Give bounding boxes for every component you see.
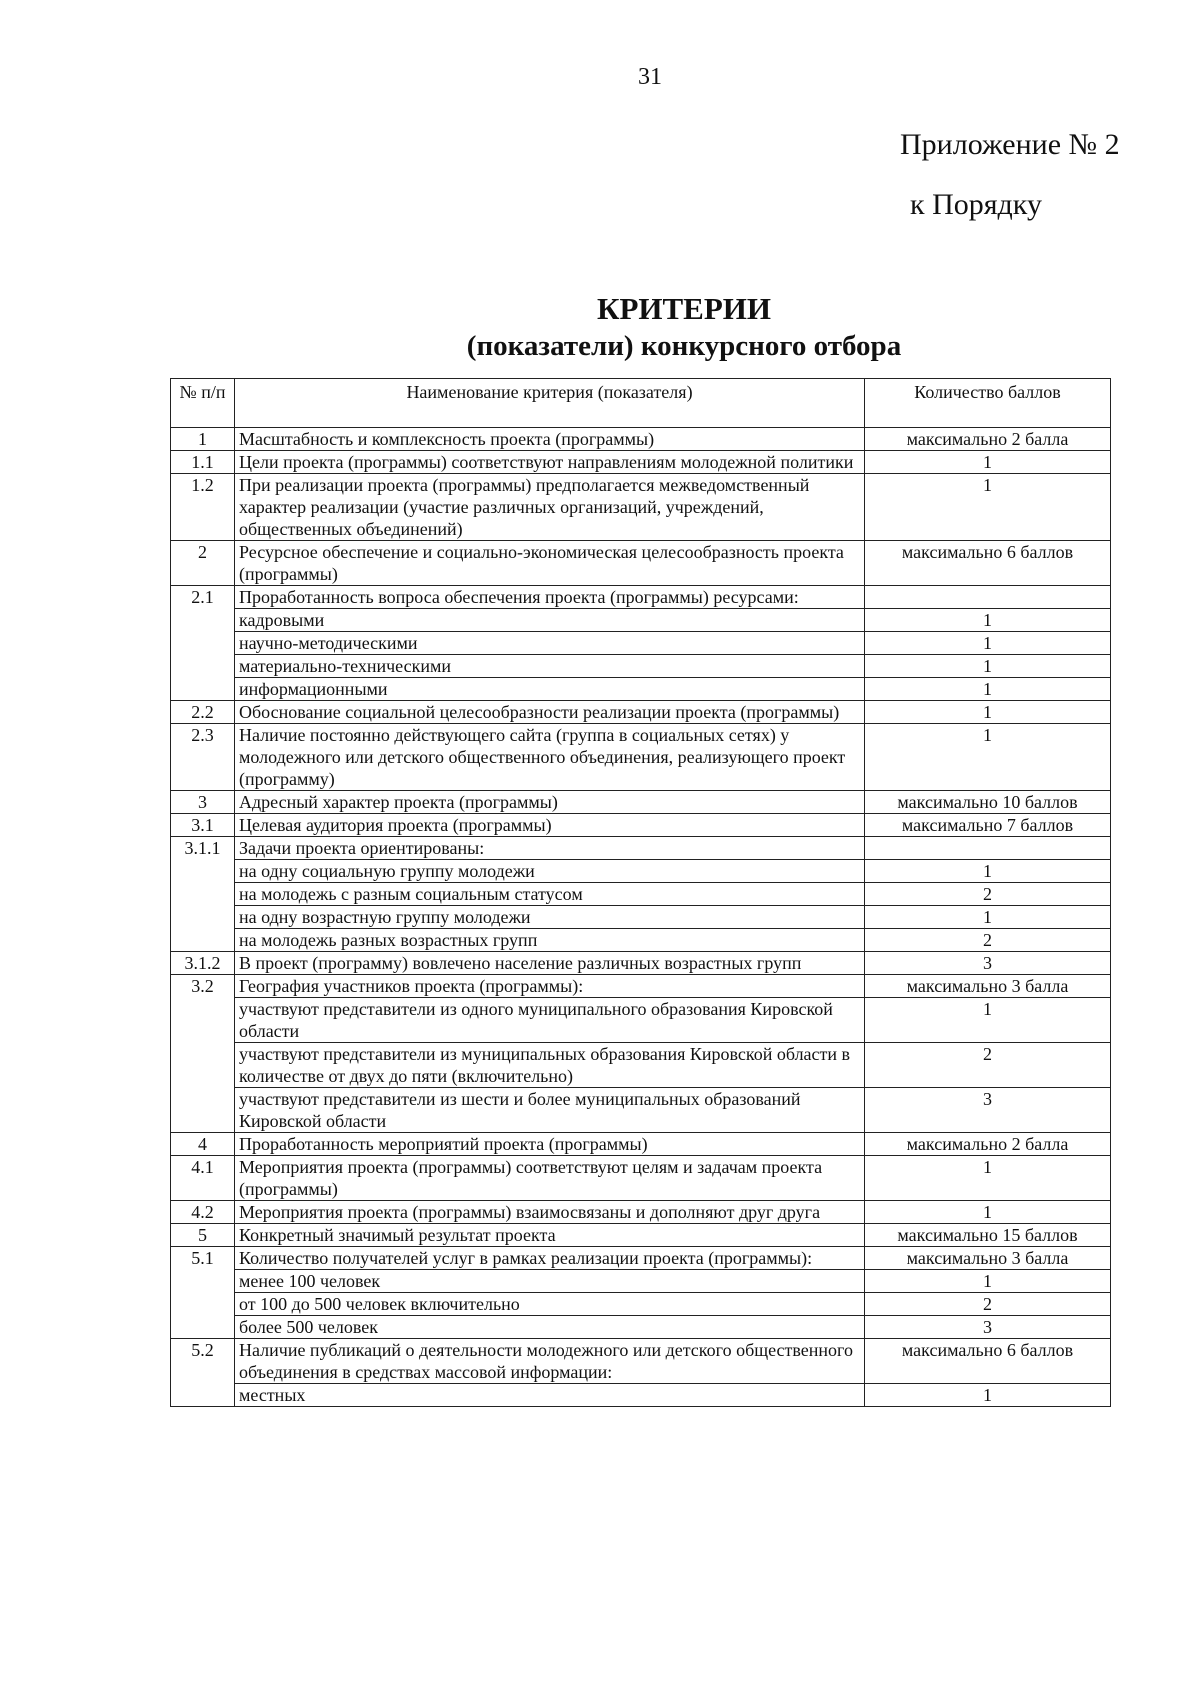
header-row	[171, 379, 1111, 428]
criterion-name: научно-методическими	[235, 632, 865, 655]
table-row	[171, 632, 1111, 655]
criterion-name: участвуют представители из одного муниципального образования Кировской области	[235, 998, 865, 1043]
criterion-points	[865, 586, 1111, 609]
criterion-name: Мероприятия проекта (программы) взаимосвязаны и дополняют друг друга	[235, 1201, 865, 1224]
criterion-points: 3	[865, 1088, 1111, 1133]
table-row	[171, 1088, 1111, 1133]
criterion-number: 1.2	[171, 474, 235, 541]
criterion-name: на одну социальную группу молодежи	[235, 860, 865, 883]
criterion-points: 1	[865, 724, 1111, 791]
table-row	[171, 1224, 1111, 1247]
criterion-number: 3	[171, 791, 235, 814]
table-row	[171, 1293, 1111, 1316]
criterion-points: максимально 10 баллов	[865, 791, 1111, 814]
criterion-name: Задачи проекта ориентированы:	[235, 837, 865, 860]
table-row	[171, 451, 1111, 474]
criterion-name: Адресный характер проекта (программы)	[235, 791, 865, 814]
table-row	[171, 1201, 1111, 1224]
criterion-points: максимально 6 баллов	[865, 1339, 1111, 1384]
criterion-points: 1	[865, 1384, 1111, 1407]
criterion-number: 1	[171, 428, 235, 451]
criterion-points: 2	[865, 1043, 1111, 1088]
criterion-points: 1	[865, 632, 1111, 655]
criterion-name: Целевая аудитория проекта (программы)	[235, 814, 865, 837]
table-row	[171, 1384, 1111, 1407]
criterion-points: 1	[865, 474, 1111, 541]
criterion-name: на молодежь с разным социальным статусом	[235, 883, 865, 906]
criterion-number: 4	[171, 1133, 235, 1156]
criterion-number: 2.3	[171, 724, 235, 791]
criterion-name: При реализации проекта (программы) предполагается межведомственный характер реализации (участие различных организаций, учреждений, общественных объединений)	[235, 474, 865, 541]
criterion-name: на молодежь разных возрастных групп	[235, 929, 865, 952]
criterion-points: максимально 2 балла	[865, 1133, 1111, 1156]
title-block	[170, 290, 1198, 364]
criterion-name: Мероприятия проекта (программы) соответствуют целям и задачам проекта (программы)	[235, 1156, 865, 1201]
criterion-number: 2.1	[171, 586, 235, 701]
criterion-points: максимально 6 баллов	[865, 541, 1111, 586]
header-points: Количество баллов	[865, 379, 1111, 428]
table-row	[171, 814, 1111, 837]
table-row	[171, 883, 1111, 906]
table-row	[171, 1133, 1111, 1156]
criterion-points: максимально 3 балла	[865, 1247, 1111, 1270]
criterion-points: 3	[865, 952, 1111, 975]
criterion-number: 5	[171, 1224, 235, 1247]
table-row	[171, 975, 1111, 998]
table-row	[171, 860, 1111, 883]
table-row	[171, 998, 1111, 1043]
criterion-points: максимально 15 баллов	[865, 1224, 1111, 1247]
criterion-points: 1	[865, 906, 1111, 929]
criterion-name: Цели проекта (программы) соответствуют направлениям молодежной политики	[235, 451, 865, 474]
criterion-points: 1	[865, 655, 1111, 678]
criterion-name: на одну возрастную группу молодежи	[235, 906, 865, 929]
table-row	[171, 1043, 1111, 1088]
criterion-points: 1	[865, 860, 1111, 883]
table-row	[171, 541, 1111, 586]
criterion-points: максимально 2 балла	[865, 428, 1111, 451]
criterion-number: 5.2	[171, 1339, 235, 1407]
criterion-points: 2	[865, 929, 1111, 952]
table-row	[171, 655, 1111, 678]
table-row	[171, 1270, 1111, 1293]
criterion-points: 2	[865, 883, 1111, 906]
table-row	[171, 1247, 1111, 1270]
criterion-name: участвуют представители из муниципальных образования Кировской области в количестве от двух до пяти (включительно)	[235, 1043, 865, 1088]
criterion-points: максимально 7 баллов	[865, 814, 1111, 837]
criterion-name: В проект (программу) вовлечено население различных возрастных групп	[235, 952, 865, 975]
table-row	[171, 678, 1111, 701]
criterion-points: максимально 3 балла	[865, 975, 1111, 998]
table-row	[171, 1339, 1111, 1384]
criterion-name: местных	[235, 1384, 865, 1407]
criterion-name: от 100 до 500 человек включительно	[235, 1293, 865, 1316]
criterion-points: 1	[865, 451, 1111, 474]
criterion-number: 3.1.1	[171, 837, 235, 952]
criterion-points: 1	[865, 998, 1111, 1043]
page-number: 31	[638, 64, 662, 90]
table-row	[171, 428, 1111, 451]
criterion-name: Проработанность вопроса обеспечения проекта (программы) ресурсами:	[235, 586, 865, 609]
table-row	[171, 929, 1111, 952]
header-num: № п/п	[171, 379, 235, 428]
criterion-name: менее 100 человек	[235, 1270, 865, 1293]
criterion-name: кадровыми	[235, 609, 865, 632]
header-name: Наименование критерия (показателя)	[235, 379, 865, 428]
criterion-name: участвуют представители из шести и более муниципальных образований Кировской области	[235, 1088, 865, 1133]
criterion-number: 3.2	[171, 975, 235, 1133]
criterion-name: Конкретный значимый результат проекта	[235, 1224, 865, 1247]
table-body	[171, 428, 1111, 1407]
criterion-name: материально-техническими	[235, 655, 865, 678]
criterion-points: 3	[865, 1316, 1111, 1339]
criterion-number: 5.1	[171, 1247, 235, 1339]
document-subtitle: (показатели) конкурсного отбора	[466, 330, 902, 362]
table-row	[171, 586, 1111, 609]
table-row	[171, 837, 1111, 860]
criterion-points: 1	[865, 1156, 1111, 1201]
criterion-name: Количество получателей услуг в рамках реализации проекта (программы):	[235, 1247, 865, 1270]
criterion-name: Наличие постоянно действующего сайта (группа в социальных сетях) у молодежного или детского общественного объединения, реализующего проект (программу)	[235, 724, 865, 791]
criterion-name: Ресурсное обеспечение и социально-экономическая целесообразность проекта (программы)	[235, 541, 865, 586]
table-row	[171, 474, 1111, 541]
criterion-points: 2	[865, 1293, 1111, 1316]
criterion-number: 2.2	[171, 701, 235, 724]
criterion-points: 1	[865, 1270, 1111, 1293]
criterion-points: 1	[865, 701, 1111, 724]
table-row	[171, 1156, 1111, 1201]
table-row	[171, 791, 1111, 814]
table-row	[171, 952, 1111, 975]
criterion-number: 1.1	[171, 451, 235, 474]
criterion-points: 1	[865, 1201, 1111, 1224]
criterion-name: География участников проекта (программы):	[235, 975, 865, 998]
table-header	[171, 379, 1111, 428]
table-row	[171, 701, 1111, 724]
table-row	[171, 906, 1111, 929]
criterion-name: Масштабность и комплексность проекта (программы)	[235, 428, 865, 451]
order-reference: к Порядку	[910, 188, 1042, 221]
criterion-name: Проработанность мероприятий проекта (программы)	[235, 1133, 865, 1156]
criterion-number: 3.1.2	[171, 952, 235, 975]
criteria-table	[170, 378, 1111, 1407]
criterion-name: Обоснование социальной целесообразности реализации проекта (программы)	[235, 701, 865, 724]
criterion-points	[865, 837, 1111, 860]
criterion-name: Наличие публикаций о деятельности молодежного или детского общественного объединения в средствах массовой информации:	[235, 1339, 865, 1384]
document-title: КРИТЕРИИ	[596, 291, 772, 326]
annex-label: Приложение № 2	[900, 128, 1120, 161]
criterion-name: информационными	[235, 678, 865, 701]
criterion-number: 2	[171, 541, 235, 586]
table-row	[171, 609, 1111, 632]
table-row	[171, 1316, 1111, 1339]
criterion-number: 4.2	[171, 1201, 235, 1224]
table-row	[171, 724, 1111, 791]
criterion-points: 1	[865, 609, 1111, 632]
criterion-number: 4.1	[171, 1156, 235, 1201]
criterion-name: более 500 человек	[235, 1316, 865, 1339]
criterion-points: 1	[865, 678, 1111, 701]
criterion-number: 3.1	[171, 814, 235, 837]
